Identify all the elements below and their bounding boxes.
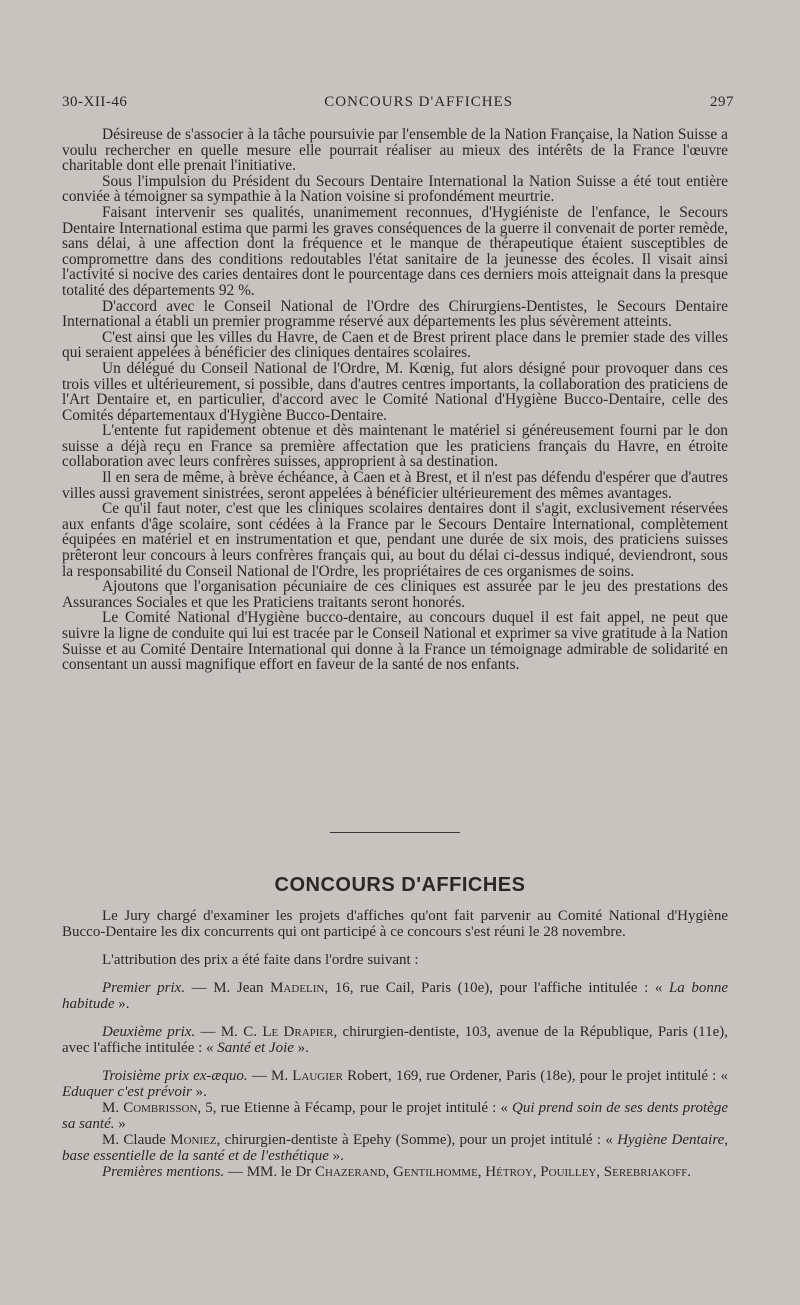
prize-text: ». [114, 996, 130, 1012]
prize-third-b [62, 1100, 728, 1132]
prize-text: , 5, rue Etienne à Fécamp, pour le projet intitulé : « [197, 1100, 512, 1116]
jury-order: L'attribution des prix a été faite dans l'ordre suivant : [102, 952, 419, 968]
page-number: 297 [710, 94, 734, 110]
paragraph: Désireuse de s'associer à la tâche poursuivie par l'ensemble de la Nation Française, la Nation Suisse a voulu rechercher en quelle mesure elle pourrait réaliser au mieux des intérêts de la France l'œuvre charitable dont elle prenait l'initiative. [62, 126, 728, 175]
prize-text: — M. Jean [185, 980, 271, 996]
section-divider [330, 832, 460, 833]
prize-text: — M. C. [195, 1024, 263, 1040]
poster-title: Eduquer c'est prévoir [62, 1084, 192, 1100]
prize-text: — M. [247, 1068, 293, 1084]
prize-text: ». [293, 1040, 309, 1056]
paragraph: D'accord avec le Conseil National de l'Ordre des Chirurgiens-Dentistes, le Secours Dentaire International a établi un premier programme réservé aux départements les plus sévèrement atteints. [62, 297, 728, 331]
jury-section [62, 908, 728, 1180]
prize-text: M. [102, 1100, 124, 1116]
prize-text: — MM. le Dr [224, 1164, 316, 1180]
issue-date: 30-XII-46 [62, 94, 128, 110]
running-head [62, 94, 734, 111]
prize-text: ». [191, 1084, 207, 1100]
article-body [62, 127, 728, 673]
prize-first [62, 980, 728, 1012]
paragraph: Ce qu'il faut noter, c'est que les cliniques scolaires dentaires dont il s'agit, exclusivement réservées aux enfants d'âge scolaire, sont cédées à la France par le Secours Dentaire International, complètement équipées en matériel et en instrumentation et que, pendant une durée de six mois, des praticiens suisses prêteront leur concours à leurs confrères français qui, au bout du délai ci-dessus indiqué, deviendront, sous la responsabilité du Conseil National de l'Ordre, les propriétaires de ces organismes de soins. [62, 500, 728, 580]
prize-text: » [114, 1116, 126, 1132]
section-title: CONCOURS D'AFFICHES [274, 874, 526, 896]
paragraph: Le Comité National d'Hygiène bucco-dentaire, au concours duquel il est fait appel, ne peut que suivre la ligne de conduite qui lui est tracée par le Conseil National et exprimer sa vive gratitude à la Nation Suisse et au Comité Dentaire International qui donne à la France un témoignage admirable de solidarité en consentant un aussi magnifique effort en faveur de la santé de nos enfants. [62, 609, 728, 674]
prize-text: , chirurgien-dentiste, 103, avenue de la République, Paris (11e), avec l'affiche intitulée : « [62, 1024, 728, 1056]
paragraph: Faisant intervenir ses qualités, unanimement reconnues, d'Hygiéniste de l'enfance, le Secours Dentaire International estima que parmi les graves conséquences de la guerre il convenait de porter remède, sans délai, à une affection dont la fréquence et le manque de thérapeutique étaient susceptibles de compromettre dans des conditions redoutables l'état sanitaire de la jeunesse des écoles. Il visait ainsi l'activité si nocive des caries dentaires dont le pourcentage dans ces derniers mois atteignait dans la presque totalité des départements 92 %. [62, 203, 728, 299]
winner-name: Le Drapier [262, 1024, 334, 1040]
jury-intro: Le Jury chargé d'examiner les projets d'affiches qu'ont fait parvenir au Comité National d'Hygiène Bucco-Dentaire les dix concurrents qui ont participé à ce concours s'est réuni le 28 novembre. [62, 908, 728, 940]
prize-text: ». [328, 1148, 344, 1164]
prize-text: , 16, rue Cail, Paris (10e), pour l'affiche intitulée : « [324, 980, 669, 996]
winner-name: Laugier [292, 1068, 343, 1084]
prize-label: Deuxième prix. [102, 1024, 196, 1040]
prize-second [62, 1024, 728, 1056]
paragraph: Sous l'impulsion du Président du Secours Dentaire International la Nation Suisse a été tout entière conviée à témoigner sa sympathie à la Nation voisine si profondément meurtrie. [62, 172, 728, 206]
prize-third-c [62, 1132, 728, 1164]
poster-title: Hygiène Dentaire, base essentielle de la santé et de l'esthétique [62, 1132, 729, 1164]
paragraph: L'entente fut rapidement obtenue et dès maintenant le matériel si généreusement fourni par le don suisse a déjà reçu en France sa première affectation que les praticiens français du Havre, en étroite collaboration avec leurs confrères suisses, approprient à sa destination. [62, 422, 728, 471]
paragraph: Il en sera de même, à brève échéance, à Caen et à Brest, et il n'est pas défendu d'espérer que d'autres villes aussi gravement sinistrées, seront appelées à bénéficier ultérieurement des mêmes avantages. [62, 469, 728, 502]
paragraph: C'est ainsi que les villes du Havre, de Caen et de Brest prirent place dans le premier stade des villes qui seraient appelées à bénéficier des cliniques dentaires scolaires. [62, 328, 728, 362]
mention-names: Chazerand, Gentilhomme, Hétroy, Pouilley, Serebriakoff. [315, 1164, 692, 1180]
paragraph: Ajoutons que l'organisation pécuniaire de ces cliniques est assurée par le jeu des prestations des Assurances Sociales et que les Praticiens traitants seront honorés. [62, 578, 728, 611]
paragraph: Un délégué du Conseil National de l'Ordre, M. Kœnig, fut alors désigné pour provoquer dans ces trois villes et ultérieurement, si possible, dans d'autres centres importants, la collaboration des praticiens de l'Art Dentaire et, en particulier, d'accord avec le Comité National d'Hygiène Bucco-Dentaire, celle des Comités départementaux d'Hygiène Bucco-Dentaire. [62, 359, 728, 424]
winner-name: Combrisson [123, 1100, 198, 1116]
honorable-mentions [62, 1164, 728, 1180]
poster-title: Santé et Joie [217, 1040, 294, 1056]
winner-name: Moniez [170, 1132, 217, 1148]
prize-label: Troisième prix ex-æquo. [102, 1068, 248, 1084]
winner-name: Madelin [270, 980, 325, 996]
poster-title: Qui prend soin de ses dents protège sa santé. [62, 1100, 728, 1132]
prize-text: , chirurgien-dentiste à Epehy (Somme), pour un projet intitulé : « [216, 1132, 618, 1148]
prize-text: Robert, 169, rue Ordener, Paris (18e), pour le projet intitulé : « [342, 1068, 729, 1084]
prize-label: Premier prix. [102, 980, 186, 996]
prize-text: M. Claude [102, 1132, 171, 1148]
poster-title: La bonne habitude [62, 980, 729, 1012]
mentions-label: Premières mentions. [102, 1164, 225, 1180]
running-title: CONCOURS D'AFFICHES [324, 94, 514, 110]
prize-third [62, 1068, 728, 1100]
